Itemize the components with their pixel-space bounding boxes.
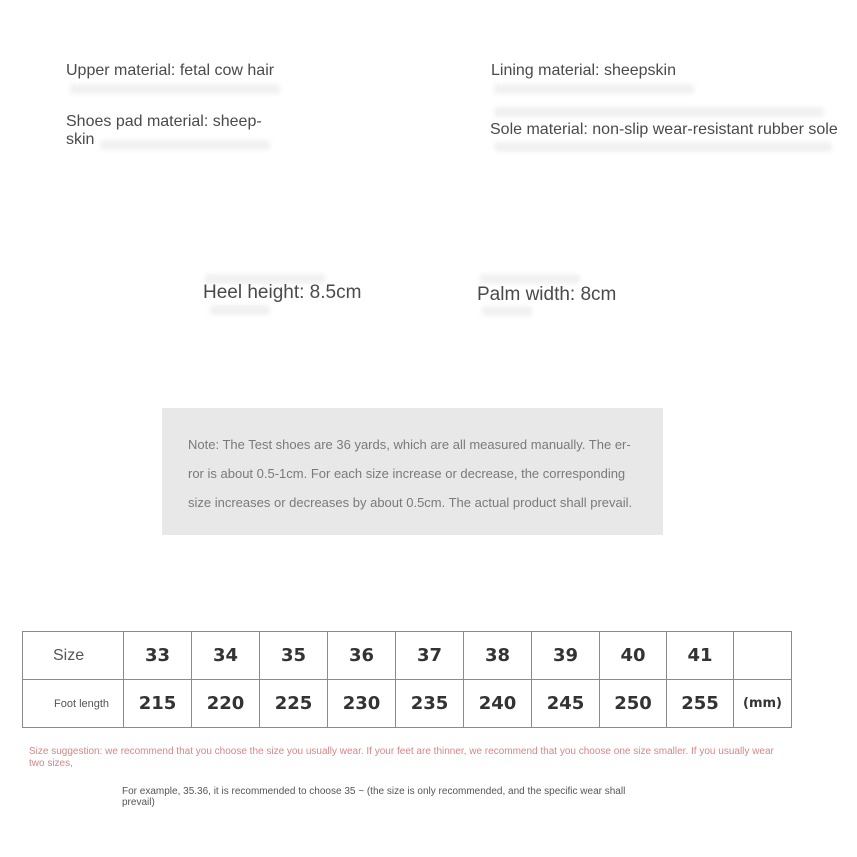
sole-material-label: Sole material: non-slip wear-resistant rubber sole xyxy=(490,121,838,138)
foot-length-cell: 240 xyxy=(464,680,532,728)
foot-length-cell: 225 xyxy=(260,680,328,728)
unit-cell: (mm) xyxy=(734,680,792,728)
heel-height-label: Heel height: 8.5cm xyxy=(203,282,362,303)
faded-chinese-text xyxy=(100,140,270,150)
size-suggestion-text: Size suggestion: we recommend that you choose the size you usually wear. If your feet are thinner, we recommend that you choose one size smaller. If you usually wear two sizes, xyxy=(29,746,774,769)
measurement-note-box xyxy=(162,408,663,535)
size-cell: 40 xyxy=(600,632,667,680)
shoes-pad-material-line2: skin xyxy=(66,131,95,148)
foot-length-cell: 215 xyxy=(124,680,192,728)
size-row xyxy=(23,632,792,680)
faded-chinese-text xyxy=(210,305,270,315)
lining-material-label: Lining material: sheepskin xyxy=(491,62,676,79)
size-cell: 33 xyxy=(124,632,192,680)
note-line-3: size increases or decreases by about 0.5cm. The actual product shall prevail. xyxy=(188,495,633,510)
faded-chinese-text xyxy=(480,274,580,284)
faded-chinese-text xyxy=(494,142,832,152)
foot-length-cell: 220 xyxy=(192,680,260,728)
faded-chinese-text xyxy=(482,306,532,316)
size-cell: 39 xyxy=(532,632,600,680)
palm-width-label: Palm width: 8cm xyxy=(477,284,617,305)
size-cell: 41 xyxy=(667,632,734,680)
size-cell: 34 xyxy=(192,632,260,680)
size-cell: 35 xyxy=(260,632,328,680)
foot-length-row-label: Foot length xyxy=(23,680,124,728)
foot-length-cell: 230 xyxy=(328,680,396,728)
faded-chinese-text xyxy=(494,107,824,117)
foot-length-cell: 255 xyxy=(667,680,734,728)
size-cell: 38 xyxy=(464,632,532,680)
foot-length-cell: 245 xyxy=(532,680,600,728)
faded-chinese-text xyxy=(70,84,280,94)
size-example-text: For example, 35.36, it is recommended to choose 35 ~ (the size is only recommended, and the specific wear shall prevail) xyxy=(122,786,626,808)
foot-length-cell: 250 xyxy=(600,680,667,728)
upper-material-label: Upper material: fetal cow hair xyxy=(66,62,275,79)
foot-length-cell: 235 xyxy=(396,680,464,728)
faded-chinese-text xyxy=(494,84,694,94)
empty-cell xyxy=(734,632,792,680)
size-chart-table xyxy=(22,631,792,728)
note-line-1: Note: The Test shoes are 36 yards, which are all measured manually. The er- xyxy=(188,437,631,452)
foot-length-row xyxy=(23,680,792,728)
size-cell: 36 xyxy=(328,632,396,680)
size-row-label: Size xyxy=(23,632,124,680)
shoes-pad-material-line1: Shoes pad material: sheep- xyxy=(66,113,262,130)
measurement-note-text xyxy=(188,430,648,517)
size-cell: 37 xyxy=(396,632,464,680)
note-line-2: ror is about 0.5-1cm. For each size increase or decrease, the corresponding xyxy=(188,466,626,481)
